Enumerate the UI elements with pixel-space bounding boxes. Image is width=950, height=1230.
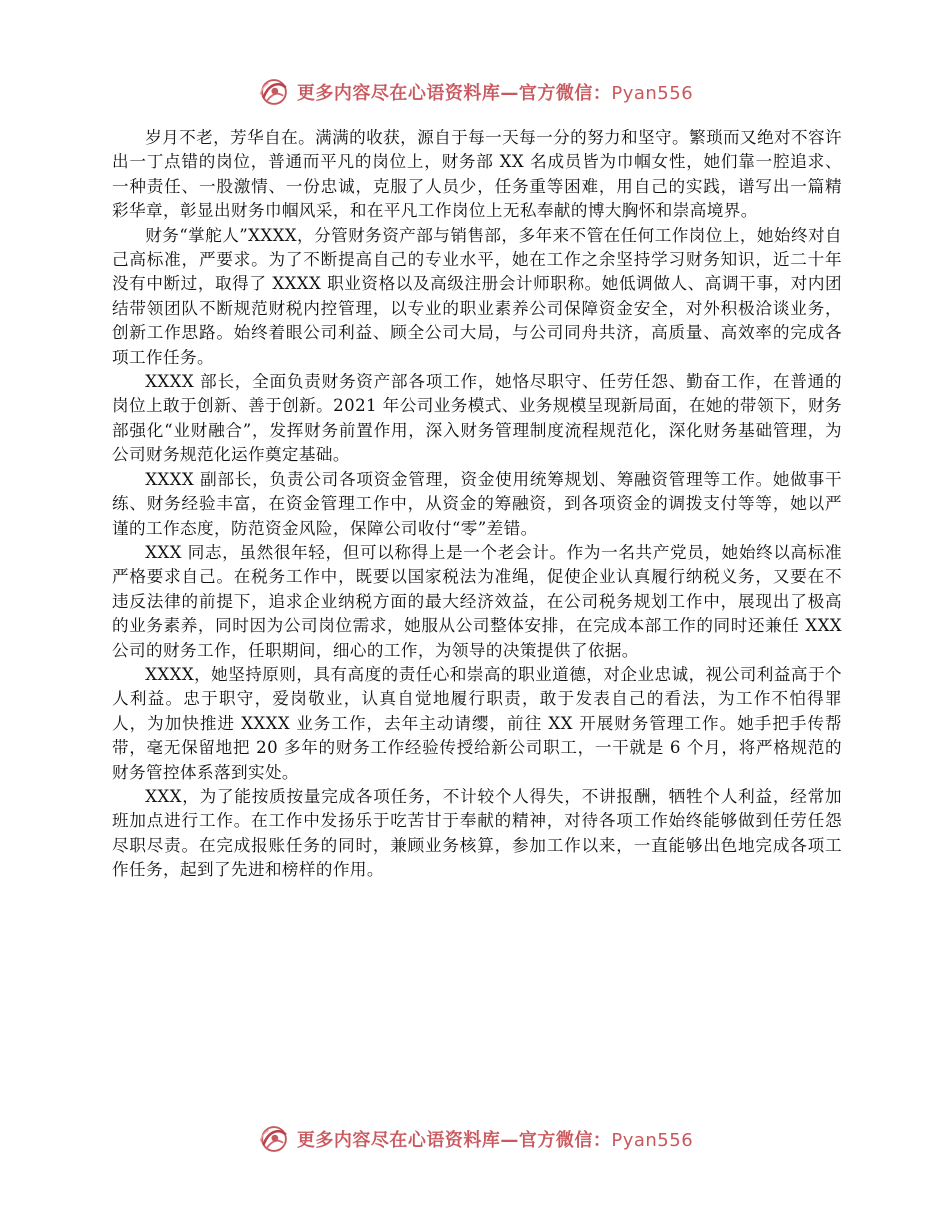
banner-text (297, 79, 693, 105)
banner-main-text: 更多内容尽在心语资料库—官方微信： (296, 1130, 612, 1151)
red-swirl-logo-icon (257, 1122, 291, 1156)
wechat-id: Pyan556 (611, 1130, 694, 1151)
paragraph-tax-accountant: XXX 同志，虽然很年轻，但可以称得上是一个老会计。作为一名共产党员，她始终以高标准严格要求自己。在税务工作中，既要以国家税法为准绳，促使企业认真履行纳税义务，又要在不违反法律的前提下，追求企业纳税方面的最大经济效益，在公司税务规划工作中，展现出了极高的业务素养，同时因为公司岗位需求，她服从公司整体安排，在完成本部工作的同时还兼任 XXX 公司的财务工作，任职期间，细心的工作，为领导的决策提供了依据。 (112, 542, 842, 660)
footer-banner (0, 1119, 950, 1159)
wechat-id: Pyan556 (611, 83, 694, 104)
banner-text (297, 1126, 693, 1152)
paragraph-finance-lead: 财务“掌舵人”XXXX，分管财务资产部与销售部，多年来不管在任何工作岗位上，她始终对自己高标准，严要求。为了不断提高自己的专业水平，她在工作之余坚持学习财务知识，近二十年没有中断过，取得了 XXXX 职业资格以及高级注册会计师职称。她低调做人、高调干事，对内团结带领团队不断规范财税内控管理，以专业的职业素养公司保障资金安全，对外积极洽谈业务，创新工作思路。始终着眼公司利益、顾全公司大局，与公司同舟共济，高质量、高效率的完成各项工作任务。 (112, 225, 842, 367)
paragraph-principled-staff: XXXX，她坚持原则，具有高度的责任心和崇高的职业道德，对企业忠诚，视公司利益高于个人利益。忠于职守，爱岗敬业，认真自觉地履行职责，敢于发表自己的看法，为工作不怕得罪人，为加快推进 XXXX 业务工作，去年主动请缨，前往 XX 开展财务管理工作。她手把手传帮带，毫无保留地把 20 多年的财务工作经验传授给新公司职工，一干就是 6 个月，将严格规范的财务管控体系落到实处。 (112, 664, 842, 782)
header-banner (0, 72, 950, 112)
paragraph-intro: 岁月不老，芳华自在。满满的收获，源自于每一天每一分的努力和坚守。繁琐而又绝对不容许出一丁点错的岗位，普通而平凡的岗位上，财务部 XX 名成员皆为巾帼女性，她们靠一腔追求、一种责任、一股激情、一份忠诚，克服了人员少，任务重等困难，用自己的实践，谱写出一篇精彩华章，彰显出财务巾帼风采，和在平凡工作岗位上无私奉献的博大胸怀和崇高境界。 (112, 128, 842, 221)
paragraph-deputy-head: XXXX 副部长，负责公司各项资金管理，资金使用统筹规划、筹融资管理等工作。她做事干练、财务经验丰富，在资金管理工作中，从资金的筹融资，到各项资金的调拨支付等等，她以严谨的工作态度，防范资金风险，保障公司收付“零”差错。 (112, 469, 842, 538)
banner-main-text: 更多内容尽在心语资料库—官方微信： (296, 83, 612, 104)
document-body (112, 126, 842, 883)
paragraph-dedicated-staff: XXX，为了能按质按量完成各项任务，不计较个人得失，不讲报酬，牺牲个人利益，经常加班加点进行工作。在工作中发扬乐于吃苦甘于奉献的精神，对待各项工作始终能够做到任劳任怨尽职尽责。在完成报账任务的同时，兼顾业务核算，参加工作以来，一直能够出色地完成各项工作任务，起到了先进和榜样的作用。 (112, 786, 842, 880)
paragraph-department-head: XXXX 部长，全面负责财务资产部各项工作，她恪尽职守、任劳任怨、勤奋工作，在普通的岗位上敢于创新、善于创新。2021 年公司业务模式、业务规模呈现新局面，在她的带领下，财务部强化“业财融合”，发挥财务前置作用，深入财务管理制度流程规范化，深化财务基础管理，为公司财务规范化运作奠定基础。 (112, 372, 842, 465)
red-swirl-logo-icon (257, 75, 291, 109)
